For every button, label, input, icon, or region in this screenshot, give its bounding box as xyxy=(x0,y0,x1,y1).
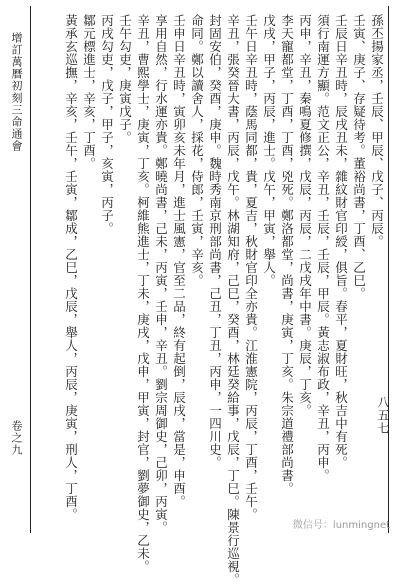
text-column: 封固安伯，癸酉，庚申。魏時秀南京刑部尚書，己丑，丁丑，丙申，一四川史。 xyxy=(207,14,223,469)
text-column: 須行南運方顯。范文正公，辛丑，壬辰，壬辰，甲辰。黃志淑布政，辛丑，丙申。 xyxy=(315,14,331,482)
frame-rule-left xyxy=(30,6,31,533)
text-column: 命同。鄭以讀舍人，採花，侍郎，壬寅，辛亥。 xyxy=(189,14,205,287)
text-column: 李天寵都堂，丁酉，丁酉，兇死。鄭洛都堂，尚書，庚寅，丁亥。朱宗道禮部尚書。 xyxy=(279,14,295,495)
text-column: 丙申，辛丑，秦鳴夏修撰，戊辰，丙辰，二戊戌年中書。庚辰，丁亥。 xyxy=(297,14,313,417)
text-column: 丙戌勾吏，戊子，甲子，亥寅，丙子。 xyxy=(99,14,115,235)
volume-label: 卷之九 xyxy=(10,420,23,456)
text-column: 黃承玄巡撫，辛亥，壬午，壬寅，鄒成，乙巳，戊辰，舉人，丙辰，庚寅，刑人，丁酉。 xyxy=(63,14,79,521)
text-column: 壬辰日辛丑時，辰戌丑未，雜紋財官印綬，俱旨。春平，夏財旺，秋吉中有死。 xyxy=(333,14,349,469)
text-column: 壬午勾吏，庚寅戊子。 xyxy=(117,14,133,144)
page-number: 八五七 xyxy=(376,396,390,435)
text-column: 壬申日辛丑時，寅卯亥未年月，進士風憲，官至二品，終有起倒，辰戌，當是，申酉。 xyxy=(171,14,187,508)
text-column: 辛丑，曹熙學士，庚寅，丁亥。柯維熊進士，丁未，庚戌，戊申，甲寅，封官，劉夢御史，乙未。 xyxy=(135,14,151,573)
frame-rule-right xyxy=(388,6,389,533)
text-column: 孫丕揚家丞，壬辰、甲辰、戊子、丙辰。 xyxy=(369,14,385,248)
book-title: 增訂萬曆初刻三命通會 xyxy=(10,32,23,152)
text-column: 戊戌，甲子，丙辰，進士。戊午，甲寅，舉人。 xyxy=(261,14,277,287)
text-column: 壬寅、庚子、存疑待考。董裕尚書，丁酉、乙巳。 xyxy=(351,14,367,300)
text-column: 鄒元標進士，辛亥，丁酉。 xyxy=(81,14,97,170)
text-column: 辛丑，張癸晉大書，丙辰，戊午。林湖知府，己巳，癸酉，林廷癸給事，戊辰，丁巳。陳景行巡視。 xyxy=(225,14,241,586)
text-column: 壬午日辛丑時，蔭馬同都，貴，夏吉，秋財官印全亦貴。江淮憲院，丙辰，丁酉，壬午。 xyxy=(243,14,259,521)
text-column: 享用自然，行水運亦貴。鄭曉尚書，己未，丙寅，壬申，辛丑。劉宗周御史，己卯，丙寅。 xyxy=(153,14,169,534)
watermark: 微信号：lunmingnet xyxy=(292,520,390,531)
